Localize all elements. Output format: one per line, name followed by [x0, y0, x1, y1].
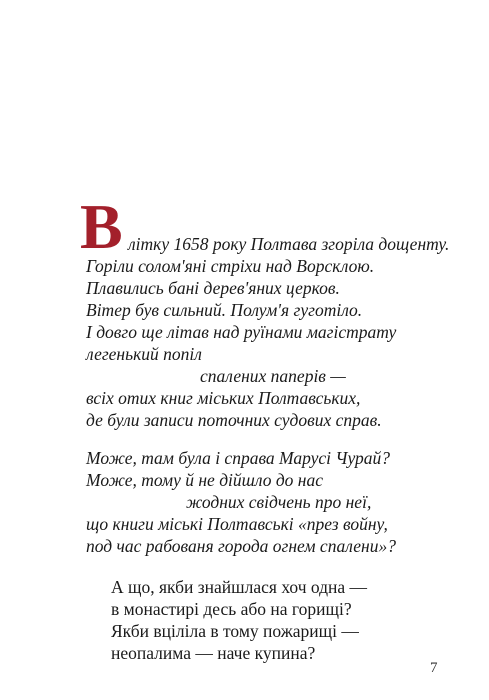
- poem-line: спалених паперів —: [200, 366, 346, 386]
- poem-line: Якби вціліла в тому пожарищі —: [111, 621, 359, 641]
- poem-line: всіх отих книг міських Полтавських,: [86, 388, 361, 408]
- poem-line: Може, тому й не дійшло до нас: [86, 470, 324, 490]
- poem-line: Горіли солом'яні стріхи над Ворсклою.: [86, 256, 375, 276]
- poem-line: А що, якби знайшлася хоч одна —: [111, 577, 368, 597]
- poem-line: що книги міські Полтавські «през войну,: [86, 514, 388, 534]
- drop-cap: В: [80, 191, 123, 262]
- poem-line: легенький попіл: [86, 344, 202, 364]
- poem-line: Може, там була і справа Марусі Чурай?: [86, 448, 391, 468]
- poem-line: І довго ще літав над руїнами магістрату: [86, 322, 397, 342]
- poem-line: Плавились бані дерев'яних церков.: [86, 278, 340, 298]
- poem-line: Вітер був сильний. Полум'я гуготіло.: [86, 300, 363, 320]
- poem-line: в монастирі десь або на горищі?: [111, 599, 352, 619]
- poem-line: жодних свідчень про неї,: [186, 492, 372, 512]
- page-number: 7: [430, 660, 438, 676]
- poem-line: неопалима — наче купина?: [111, 643, 316, 663]
- poem-line: літку 1658 року Полтава згоріла дощенту.: [128, 234, 450, 254]
- poem-line: под час рабованя города огнем спалени»?: [86, 536, 396, 556]
- poem-line: де були записи поточних судових справ.: [86, 410, 382, 430]
